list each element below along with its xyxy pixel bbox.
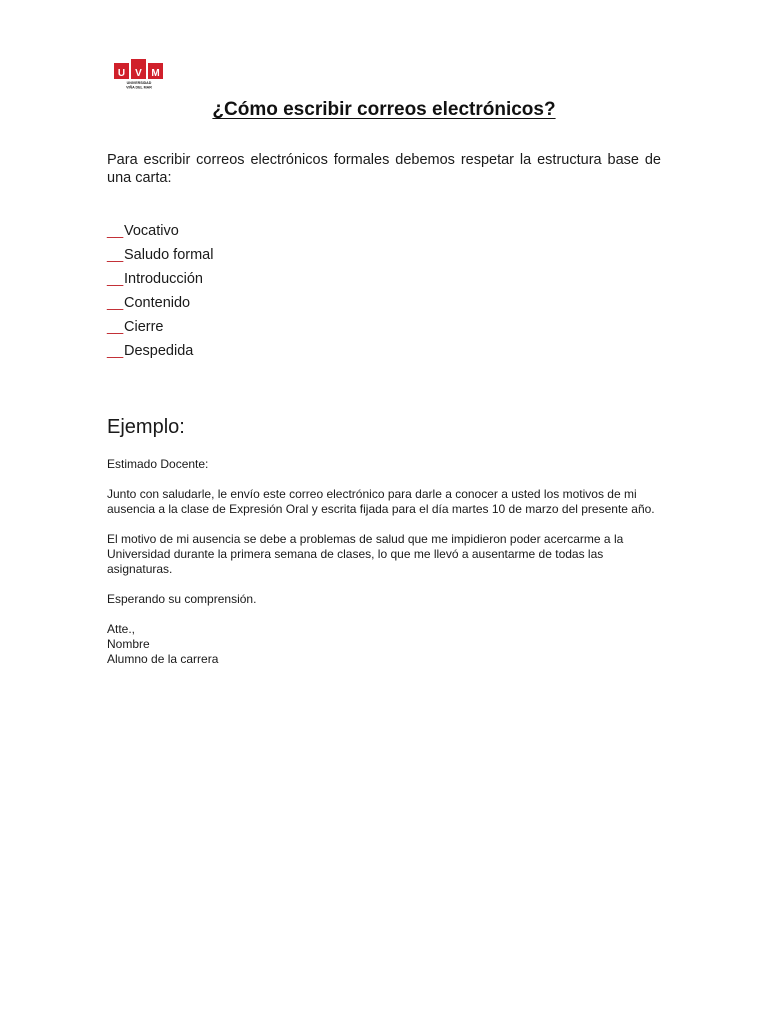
checklist-item-label: Saludo formal — [124, 247, 214, 263]
checklist-item — [107, 293, 213, 317]
checklist-item-label: Despedida — [124, 343, 194, 359]
letter-signature-name: Nombre — [107, 637, 150, 651]
checklist-blank: __ — [107, 319, 124, 335]
example-letter — [107, 457, 663, 667]
checklist-blank: __ — [107, 247, 124, 263]
checklist-blank: __ — [107, 271, 124, 287]
checklist-item — [107, 269, 213, 293]
uvm-logo-graphic — [112, 58, 166, 90]
checklist-item — [107, 341, 213, 365]
logo-letter-u: U — [117, 68, 126, 79]
letter-closing: Atte., — [107, 622, 136, 636]
letter-greeting: Estimado Docente: — [107, 457, 209, 471]
logo-line-1: UNIVERSIDAD — [126, 81, 152, 85]
checklist-blank: __ — [107, 295, 124, 311]
page-title: ¿Cómo escribir correos electrónicos? — [212, 99, 556, 120]
letter-paragraph-2: El motivo de mi ausencia se debe a problemas de salud que me impidieron poder acercarme a la Universidad durante la primera semana de clases, lo que me llevó a ausentarme de todas las asignaturas. — [107, 532, 624, 576]
logo-letter-v: V — [135, 68, 142, 79]
logo-line-2: VIÑA DEL MAR — [126, 85, 152, 90]
example-heading: Ejemplo: — [107, 416, 185, 438]
intro-paragraph: Para escribir correos electrónicos formales debemos respetar la estructura base de una carta: — [107, 152, 661, 186]
letter-paragraph-3: Esperando su comprensión. — [107, 592, 257, 606]
checklist-item-label: Vocativo — [124, 223, 179, 239]
checklist-item-label: Contenido — [124, 295, 191, 311]
checklist-blank: __ — [107, 223, 124, 239]
checklist-item-label: Introducción — [124, 271, 203, 287]
checklist-item — [107, 317, 213, 341]
letter-signature-role: Alumno de la carrera — [107, 652, 219, 666]
logo-letter-m: M — [151, 68, 160, 79]
checklist-item — [107, 245, 213, 269]
checklist-item — [107, 221, 213, 245]
checklist-blank: __ — [107, 343, 124, 359]
letter-paragraph-1: Junto con saludarle, le envío este correo electrónico para darle a conocer a usted los motivos de mi ausencia a la clase de Expresión Oral y escrita fijada para el día martes 10 de marzo del presente año. — [107, 487, 655, 516]
checklist-item-label: Cierre — [124, 319, 164, 335]
structure-checklist — [107, 221, 213, 365]
uvm-logo — [112, 58, 166, 90]
